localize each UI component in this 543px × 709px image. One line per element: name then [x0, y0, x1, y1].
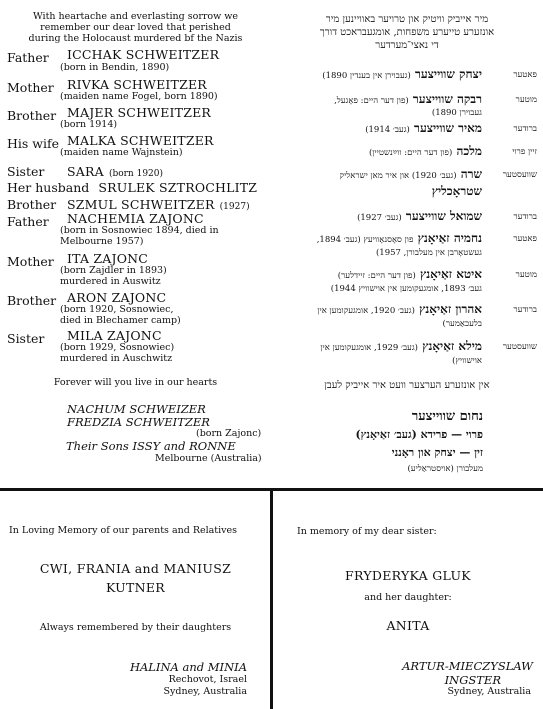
relation-label: ברודער	[513, 212, 537, 222]
person-name	[340, 167, 482, 182]
relation-label: Mother	[7, 254, 54, 269]
person-name: ARON ZAJONC	[67, 290, 167, 305]
detail-line: murdered in Auswitz	[60, 275, 161, 287]
signature: HALINA and MINIA	[129, 660, 247, 674]
entry-brother-majer	[7, 105, 212, 124]
yiddish-intro	[271, 13, 543, 52]
heb-entry-1	[277, 67, 537, 83]
entry-detail: (געב׳ 1927)	[357, 213, 402, 223]
person-name: MALKA SCHWEITZER	[67, 133, 214, 148]
name-text: שרה	[460, 167, 482, 181]
entry-detail: (געב׳ 1929, אומגעקומען אין	[320, 343, 418, 353]
name-text: מילא זאַיאָנץ	[422, 339, 482, 353]
signature-frida: פרוי — פרידא (געב׳ זאַיאָנץ)	[355, 428, 483, 441]
detail-line: (born Zajdler in 1893)	[60, 265, 167, 276]
names-line-2: KUTNER	[105, 580, 166, 595]
person-name	[369, 144, 482, 159]
entry-detail: געב׳ 1893, אומגעקומען אין אוישוויץ 1944)	[330, 284, 482, 294]
person-name	[317, 302, 482, 317]
relation-label: Brother	[7, 108, 57, 123]
signature-line-2: INGSTER	[444, 673, 501, 687]
name-text: מאיר שווייצער	[414, 121, 482, 135]
entry-detail	[60, 305, 181, 326]
person-name	[317, 231, 482, 246]
heb-entry-7	[277, 231, 537, 259]
entry-detail: געשטאָרבן אין מעלבורן, 1957)	[375, 248, 482, 258]
relation-label: פאטער	[513, 234, 537, 244]
person-name: MILA ZAJONC	[67, 328, 162, 343]
relation-label: Father	[7, 214, 49, 229]
person-name	[338, 267, 482, 282]
heb-entry-9	[277, 302, 537, 330]
relation-label: מוטער	[515, 95, 537, 105]
location-1: Rechovot, Israel	[168, 674, 247, 685]
entry-detail: (born 1914)	[60, 119, 118, 130]
relation-label: זיין פרוי	[512, 147, 537, 157]
signature-fredzia: FREDZIA SCHWEITZER	[67, 415, 210, 429]
entry-detail: (פון דער היים: פאָגעל,	[334, 96, 409, 106]
person-name: ITA ZAJONC	[67, 251, 149, 266]
entry-detail: (געבוירן אין בענדין 1890)	[322, 71, 411, 81]
relation-label: ברודער	[513, 305, 537, 315]
signature-nachum: נחום שווייצער	[411, 409, 483, 424]
detail-line: died in Blechamer camp)	[60, 314, 181, 326]
name-text: מלכה	[456, 144, 482, 158]
detail-line: (born 1929, Sosnowiec)	[60, 342, 175, 353]
name-text: רבקה שווייצער	[412, 92, 482, 106]
intro-line: די נאצי־מערדער	[375, 40, 439, 51]
entry-detail: (1927)	[219, 202, 250, 212]
relation-label: Sister	[7, 331, 45, 346]
relation-label: ברודער	[513, 124, 537, 134]
intro-line: אונזערע טייערע משפחות, אומגעבראכט דורך	[319, 27, 495, 38]
english-memorial-panel	[0, 0, 271, 488]
person-name: שטראָכליץ	[431, 184, 482, 198]
entry-detail: געבוירן 1890)	[431, 108, 482, 118]
location-2: Sydney, Australia	[163, 686, 247, 697]
entry-father-nachemia	[7, 211, 204, 230]
entry-detail: (געב׳ 1920) און איר מאן ישראליק	[339, 171, 457, 181]
signature-sons: Their Sons ISSY and RONNE	[66, 439, 236, 453]
intro-line: With heartache and everlasting sorrow we	[32, 11, 239, 22]
entry-detail: (maiden name Fogel, born 1890)	[60, 91, 218, 102]
signature-line-1: ARTUR-MIECZYSLAW	[402, 659, 533, 673]
person-name: SRULEK SZTROCHLITZ	[98, 180, 258, 195]
person-name: MAJER SCHWEITZER	[67, 105, 212, 120]
remembered-line: Always remembered by their daughters	[39, 622, 232, 633]
entry-detail: אוישוויץ)	[452, 356, 482, 366]
name-text: אהרון זאַיאָנץ	[419, 302, 482, 316]
relation-label: Sister	[7, 164, 45, 179]
entry-brother-aron	[7, 290, 167, 309]
entry-detail: פון סאָסנאָוויעץ (געב׳ 1894,	[316, 235, 414, 245]
relation-label: Father	[7, 50, 49, 65]
entry-wife-malka	[7, 133, 214, 152]
person-name: SARA	[67, 164, 104, 179]
person-name: NACHEMIA ZAJONC	[67, 211, 204, 226]
sister-name: FRYDERYKA GLUK	[345, 568, 471, 583]
born-note: (born Zajonc)	[196, 428, 262, 439]
entry-detail: בלעכאַמער)	[442, 319, 482, 329]
entry-mother-rivka	[7, 77, 207, 96]
relation-label: פאטער	[513, 70, 537, 80]
entry-mother-ita	[7, 251, 149, 270]
person-name	[320, 339, 482, 354]
english-intro	[0, 11, 271, 44]
intro-line: מיר אייביק וויטיק און טרויער באוויינען מיר	[325, 14, 489, 25]
heb-entry-6	[277, 209, 537, 225]
detail-line: (born in Sosnowiec 1894, died in	[60, 225, 219, 236]
heb-entry-8	[277, 267, 537, 295]
location: מעלבורן (אויסטראַליע)	[407, 464, 483, 474]
heb-entry-10	[277, 339, 537, 367]
entry-detail: (maiden name Wajnstein)	[60, 147, 183, 158]
relation-label: Her husband	[7, 180, 90, 195]
relation-label: Brother	[7, 293, 57, 308]
entry-detail: (פון דער היים: ווײַנשטיין)	[368, 148, 453, 158]
entry-detail: (born 1920)	[108, 169, 164, 179]
signature-sons: זין — יצחק און ראָנני	[391, 446, 483, 459]
heb-entry-4	[277, 144, 537, 160]
location: Sydney, Australia	[447, 686, 531, 697]
relation-label: His wife	[7, 136, 60, 151]
person-name	[322, 67, 482, 82]
names-line-1: CWI, FRANIA and MANIUSZ	[39, 561, 232, 576]
detail-line: (born 1920, Sosnowiec,	[60, 304, 174, 315]
forever-line: אין אונזערע הערצער וועט איר אייביק לעבן	[324, 380, 490, 391]
name-text: נחמיה זאַיאָנץ	[417, 231, 482, 245]
intro-line: during the Holocaust murdered bf the Nazis	[28, 33, 243, 44]
name-text: שמואל שווייצער	[405, 209, 482, 223]
person-name	[357, 209, 482, 224]
entry-detail: (געב׳ 1914)	[365, 125, 410, 135]
person-name	[365, 121, 482, 136]
forever-line: Forever will you live in our hearts	[53, 377, 218, 388]
heb-entry-2	[277, 92, 537, 120]
daughter-name: ANITA	[386, 618, 430, 633]
intro-line: remember our dear loved that perished	[40, 22, 231, 33]
entry-detail	[60, 343, 174, 364]
person-name: ICCHAK SCHWEITZER	[67, 47, 220, 62]
yiddish-memorial-panel	[271, 0, 543, 488]
name-text: יצחק שווייצער	[414, 67, 482, 81]
heb-entry-5	[277, 167, 537, 201]
relation-label: Brother	[7, 197, 57, 212]
person-name	[334, 92, 482, 107]
entry-detail	[60, 226, 219, 247]
heading: In memory of my dear sister:	[297, 526, 437, 537]
and-daughter-line: and her daughter:	[364, 592, 452, 603]
signature-nachum: NACHUM SCHWEIZER	[67, 402, 206, 416]
person-name: SZMUL SCHWEITZER	[67, 197, 215, 212]
entry-sister-mila	[7, 328, 162, 347]
relation-label: מוטער	[515, 270, 537, 280]
name-text: איטא זאַיאָנץ	[419, 267, 482, 281]
entry-father-icchak	[7, 47, 220, 66]
relation-label: שוועסטער	[502, 342, 537, 352]
detail-line: murdered in Auschwitz	[60, 352, 173, 364]
entry-detail: (פון דער היים: זיידלער)	[337, 271, 416, 281]
detail-line: Melbourne 1957)	[60, 235, 144, 247]
entry-detail	[60, 266, 167, 287]
relation-label: Mother	[7, 80, 54, 95]
entry-detail: (געב׳ 1920, אומגעקומען אין	[317, 306, 415, 316]
heb-entry-3	[277, 121, 537, 137]
heading: In Loving Memory of our parents and Relatives	[9, 525, 238, 536]
person-name: RIVKA SCHWEITZER	[67, 77, 207, 92]
entry-detail: (born in Bendin, 1890)	[60, 62, 170, 73]
location: Melbourne (Australia)	[155, 453, 262, 464]
relation-label: שוועסטער	[502, 170, 537, 180]
